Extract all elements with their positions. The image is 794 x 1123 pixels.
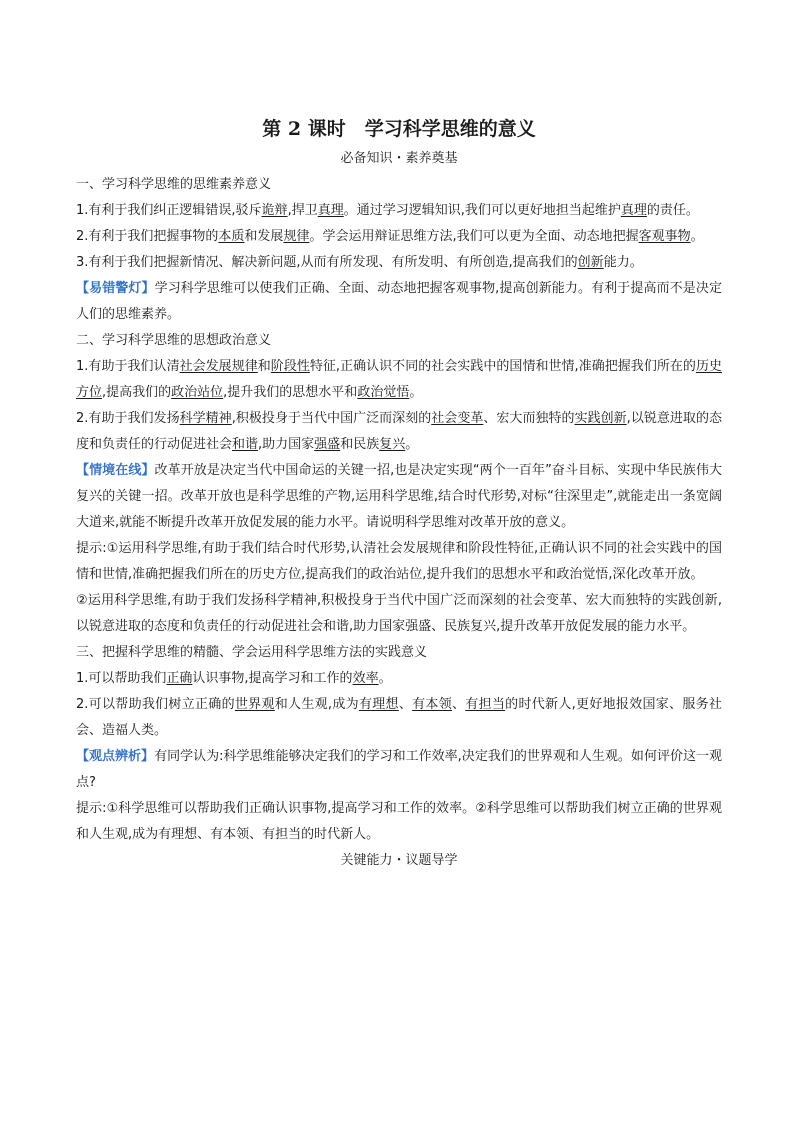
key-term: 政治觉悟 bbox=[357, 385, 410, 400]
section-3-note bbox=[76, 744, 722, 796]
key-term: 真理 bbox=[620, 203, 647, 218]
key-term: 政治站位 bbox=[171, 385, 224, 400]
note-tag: 【易错警灯】 bbox=[76, 281, 155, 296]
key-term: 本质 bbox=[218, 229, 245, 244]
key-term: 真理 bbox=[317, 203, 344, 218]
text-run: 和发展 bbox=[244, 229, 284, 244]
text-run: ,捍卫 bbox=[287, 203, 318, 218]
section-footer-title: 关键能力・议题导学 bbox=[340, 853, 458, 868]
text-run: ,提升我们的思想水平和 bbox=[223, 385, 358, 400]
text-run: 2.可以帮助我们树立正确的 bbox=[76, 697, 235, 712]
section-2-hint-1: 提示:①运用科学思维,有助于我们结合时代形势,认清社会发展规律和阶段性特征,正确认识不同的社会实践中的国情和世情,准确把握我们所在的历史方位,提高我们的政治站位,提升我们的思想水平和政治觉悟,深化改革开放。 bbox=[76, 541, 722, 582]
text-run: 、 bbox=[451, 697, 466, 712]
section-1-point-1 bbox=[76, 198, 722, 224]
section-1-note bbox=[76, 276, 722, 328]
text-run: 3.有利于我们把握新情况、解决新问题,从而有所发现、有所发明、有所创造,提高我们的 bbox=[76, 255, 578, 270]
note-text: 学习科学思维可以使我们正确、全面、动态地把握客观事物,提高创新能力。有利于提高而不是决定人们的思维素养。 bbox=[76, 281, 722, 322]
key-term: 和谐 bbox=[232, 437, 259, 452]
key-term: 阶段性 bbox=[270, 359, 310, 374]
section-2-point-2 bbox=[76, 406, 722, 458]
key-term: 历史方位 bbox=[76, 359, 722, 400]
section-2-point-1 bbox=[76, 354, 722, 406]
key-term: 有担当 bbox=[465, 697, 506, 712]
key-term: 有本领 bbox=[412, 697, 452, 712]
text-run: 认识事物,提高学习和工作的 bbox=[192, 671, 353, 686]
key-term: 科学精神 bbox=[179, 411, 232, 426]
text-run: 、 bbox=[398, 697, 413, 712]
text-run: 2.有利于我们把握事物的 bbox=[76, 229, 219, 244]
page-title: 第 2 课时 学习科学思维的意义 bbox=[262, 118, 536, 140]
section-3-point-2 bbox=[76, 692, 722, 744]
text-run: ,提高我们的 bbox=[102, 385, 172, 400]
section-1-point-2 bbox=[76, 224, 722, 250]
key-term: 创新 bbox=[577, 255, 604, 270]
key-term: 有理想 bbox=[358, 697, 399, 712]
note-text: 改革开放是决定当代中国命运的关键一招,也是决定实现“两个一百年”奋斗目标、实现中华民族伟大复兴的关键一招。改革开放也是科学思维的产物,运用科学思维,结合时代形势,对标“往深里走”,就能走出一条宽阔大道来,就能不断提升改革开放促发展的能力水平。请说明科学思维对改革开放的意义。 bbox=[76, 463, 722, 530]
page-subtitle: 必备知识・素养奠基 bbox=[340, 151, 458, 166]
key-term: 复兴 bbox=[379, 437, 406, 452]
section-2-heading: 二、学习科学思维的思想政治意义 bbox=[76, 333, 272, 348]
text-run: 和民族 bbox=[340, 437, 380, 452]
text-run: ,以锐意进取的态度和负责任的行动促进社会 bbox=[76, 411, 722, 452]
key-term: 客观事物 bbox=[638, 229, 691, 244]
text-run: 特征,正确认识不同的社会实践中的国情和世情,准确把握我们所在的 bbox=[309, 359, 696, 374]
section-1-point-3 bbox=[76, 250, 722, 276]
note-text: 有同学认为:科学思维能够决定我们的学习和工作效率,决定我们的世界观和人生观。如何评价这一观点? bbox=[76, 749, 722, 790]
section-2-hint-2: ②运用科学思维,有助于我们发扬科学精神,积极投身于当代中国广泛而深刻的社会变革、宏大而独特的实践创新,以锐意进取的态度和负责任的行动促进社会和谐,助力国家强盛、民族复兴,提升改革开放促发展的能力水平。 bbox=[76, 593, 722, 634]
note-tag: 【情境在线】 bbox=[76, 463, 155, 478]
text-run: 和人生观,成为 bbox=[274, 697, 359, 712]
text-run: 1.可以帮助我们 bbox=[76, 671, 167, 686]
key-term: 效率 bbox=[352, 671, 379, 686]
text-run: 、宏大而独特的 bbox=[483, 411, 575, 426]
text-run: 能力。 bbox=[603, 255, 643, 270]
section-3-heading: 三、把握科学思维的精髓、学会运用科学思维方法的实践意义 bbox=[76, 645, 428, 660]
key-term: 规律 bbox=[283, 229, 310, 244]
key-term: 强盛 bbox=[314, 437, 341, 452]
text-run: 1.有利于我们纠正逻辑错误,驳斥 bbox=[76, 203, 262, 218]
text-run: 。 bbox=[405, 437, 419, 452]
section-3-hint-1: 提示:①科学思维可以帮助我们正确认识事物,提高学习和工作的效率。②科学思维可以帮助我们树立正确的世界观和人生观,成为有理想、有本领、有担当的时代新人。 bbox=[76, 801, 722, 842]
section-1-heading: 一、学习科学思维的思维素养意义 bbox=[76, 177, 272, 192]
key-term: 实践创新 bbox=[574, 411, 627, 426]
section-3-point-1 bbox=[76, 666, 722, 692]
text-run: 2.有助于我们发扬 bbox=[76, 411, 180, 426]
text-run: 1.有助于我们认清 bbox=[76, 359, 180, 374]
document-page bbox=[76, 112, 722, 874]
key-term: 世界观 bbox=[234, 697, 275, 712]
key-term: 正确 bbox=[166, 671, 193, 686]
text-run: 。 bbox=[378, 671, 392, 686]
text-run: 的责任。 bbox=[646, 203, 699, 218]
key-term: 社会发展规律 bbox=[179, 359, 258, 374]
section-2-note bbox=[76, 458, 722, 536]
key-term: 诡辩 bbox=[261, 203, 288, 218]
key-term: 社会变革 bbox=[431, 411, 484, 426]
text-run: 。 bbox=[409, 385, 423, 400]
text-run: ,积极投身于当代中国广泛而深刻的 bbox=[231, 411, 432, 426]
text-run: 。 bbox=[690, 229, 704, 244]
text-run: 和 bbox=[257, 359, 271, 374]
text-run: 。通过学习逻辑知识,我们可以更好地担当起维护 bbox=[343, 203, 621, 218]
text-run: ,助力国家 bbox=[258, 437, 315, 452]
text-run: 。学会运用辩证思维方法,我们可以更为全面、动态地把握 bbox=[309, 229, 639, 244]
note-tag: 【观点辨析】 bbox=[76, 749, 155, 764]
text-run: 的时代新人,更好地报效国家、服务社会、造福人类。 bbox=[76, 697, 722, 738]
